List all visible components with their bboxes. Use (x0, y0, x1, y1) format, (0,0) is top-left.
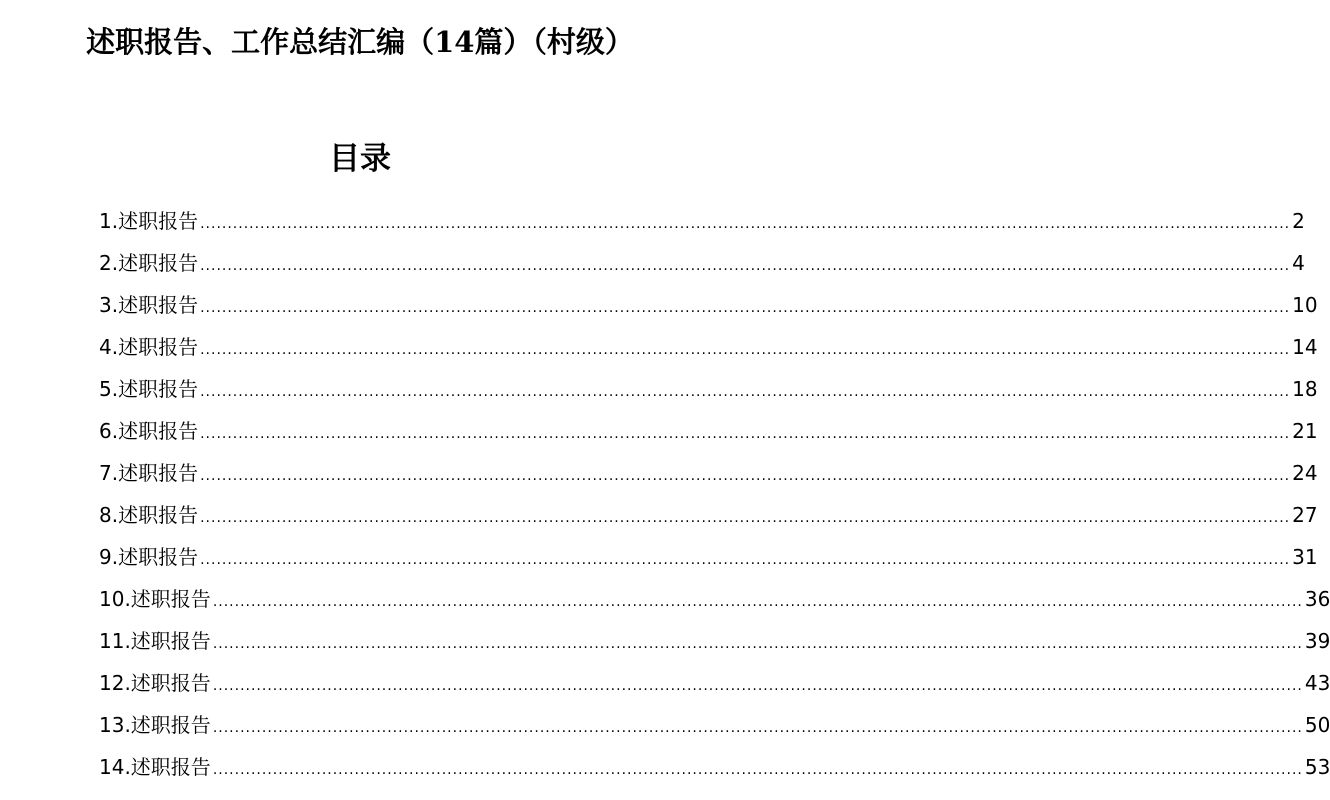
toc-entry-label: 5.述职报告 (99, 377, 199, 401)
toc-entry[interactable] (99, 494, 1318, 536)
toc-leader-dots: ........................................................................................................................................................................................................ (212, 762, 1303, 778)
toc-entry[interactable] (99, 326, 1318, 368)
toc-entry-label: 10.述职报告 (99, 587, 211, 611)
toc-leader-dots: ........................................................................................................................................................................................................ (200, 510, 1291, 526)
toc-entry-page: 21 (1292, 419, 1318, 443)
toc-entry-page: 10 (1292, 293, 1318, 317)
toc-entry-page: 24 (1292, 461, 1318, 485)
toc-entry-page: 50 (1304, 713, 1330, 737)
toc-entry-label: 12.述职报告 (99, 671, 211, 695)
toc-entry[interactable] (99, 284, 1318, 326)
toc-entry-page: 27 (1292, 503, 1318, 527)
toc-leader-dots: ........................................................................................................................................................................................................ (200, 552, 1291, 568)
toc-leader-dots: ........................................................................................................................................................................................................ (200, 258, 1291, 274)
toc-leader-dots: ........................................................................................................................................................................................................ (200, 468, 1291, 484)
toc-entry-label: 4.述职报告 (99, 335, 199, 359)
toc-entry[interactable] (99, 536, 1318, 578)
toc-entry[interactable] (99, 662, 1330, 704)
toc-leader-dots: ........................................................................................................................................................................................................ (200, 384, 1291, 400)
toc-entry-page: 39 (1304, 629, 1330, 653)
toc-entry-page: 43 (1304, 671, 1330, 695)
toc-entry-label: 9.述职报告 (99, 545, 199, 569)
toc-entry[interactable] (99, 368, 1318, 410)
toc-leader-dots: ........................................................................................................................................................................................................ (212, 594, 1303, 610)
toc-leader-dots: ........................................................................................................................................................................................................ (200, 216, 1291, 232)
toc-leader-dots: ........................................................................................................................................................................................................ (200, 342, 1291, 358)
toc-entry-label: 6.述职报告 (99, 419, 199, 443)
toc-leader-dots: ........................................................................................................................................................................................................ (212, 678, 1303, 694)
toc-entry-label: 3.述职报告 (99, 293, 199, 317)
document-title: 述职报告、工作总结汇编（14篇）（村级） (86, 25, 634, 59)
toc-entry-label: 1.述职报告 (99, 209, 199, 233)
toc-entry[interactable] (99, 746, 1330, 788)
toc-entry[interactable] (99, 452, 1318, 494)
toc-entry[interactable] (99, 620, 1330, 662)
toc-entry-label: 8.述职报告 (99, 503, 199, 527)
toc-entry-label: 13.述职报告 (99, 713, 211, 737)
toc-entry-page: 36 (1304, 587, 1330, 611)
toc-entry-label: 2.述职报告 (99, 251, 199, 275)
toc-leader-dots: ........................................................................................................................................................................................................ (212, 636, 1303, 652)
toc-entry-page: 14 (1292, 335, 1318, 359)
toc-entry[interactable] (99, 410, 1318, 452)
toc-entry-page: 53 (1304, 755, 1330, 779)
toc-entry[interactable] (99, 578, 1330, 620)
toc-entry-label: 11.述职报告 (99, 629, 211, 653)
toc-leader-dots: ........................................................................................................................................................................................................ (200, 300, 1291, 316)
toc-entry[interactable] (99, 242, 1305, 284)
toc-leader-dots: ........................................................................................................................................................................................................ (200, 426, 1291, 442)
toc-entry-page: 2 (1292, 209, 1305, 233)
toc-entry[interactable] (99, 200, 1305, 242)
toc-entry-label: 7.述职报告 (99, 461, 199, 485)
toc-entry-page: 18 (1292, 377, 1318, 401)
table-of-contents (99, 200, 1330, 788)
toc-entry[interactable] (99, 704, 1330, 746)
toc-heading: 目录 (329, 141, 391, 177)
toc-entry-page: 4 (1292, 251, 1305, 275)
toc-entry-page: 31 (1292, 545, 1318, 569)
toc-leader-dots: ........................................................................................................................................................................................................ (212, 720, 1303, 736)
toc-entry-label: 14.述职报告 (99, 755, 211, 779)
